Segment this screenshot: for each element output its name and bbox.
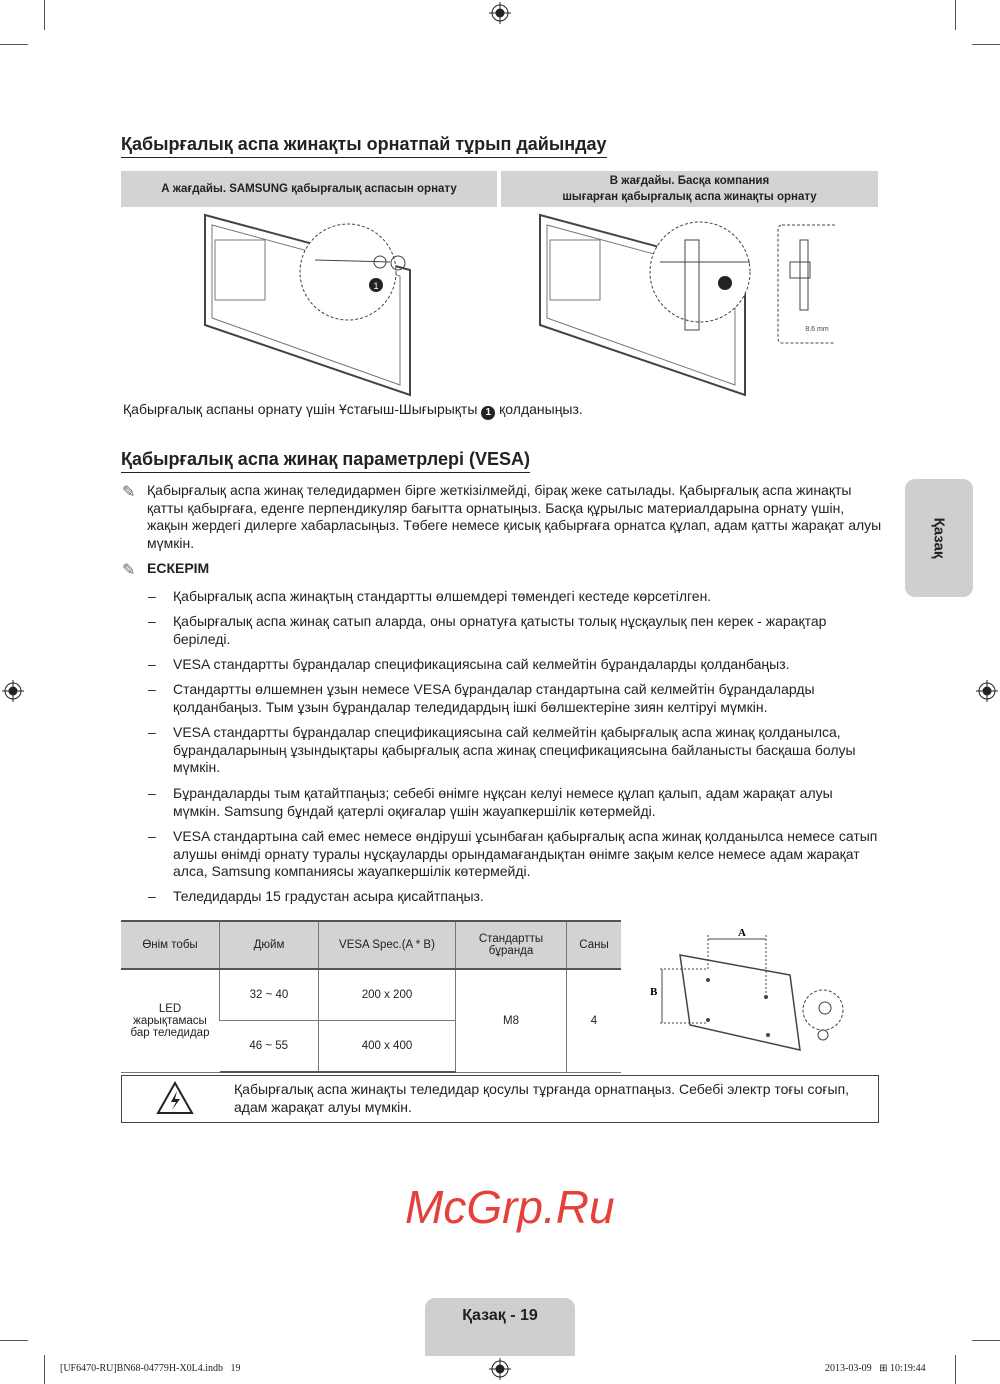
section-title-preparation: Қабырғалық аспа жинақты орнатпай тұрып дайындау bbox=[121, 134, 607, 158]
footer-date: 2013-03-09 ⊞ 10:19:44 bbox=[825, 1363, 926, 1374]
screw-cell: M8 bbox=[456, 969, 567, 1072]
footer-file: [UF6470-RU]BN68-04779H-X0L4.indb 19 bbox=[60, 1363, 241, 1374]
list-item: – VESA стандартына сай емес немесе өндіруші ұсынбаған қабырғалық аспа жинақ қолданылса немесе сатып алушы өнімді орнату туралы нұсқауларды орындамағандықтан өнімге зақым келсе немесе адам жарақат алса, Samsung компаниясы жауапкершілік көтермейді. bbox=[148, 828, 878, 879]
vesa-diagram bbox=[650, 925, 850, 1065]
registration-mark-icon bbox=[489, 2, 511, 24]
vesa-cell: 200 x 200 bbox=[319, 969, 456, 1021]
registration-mark-icon bbox=[489, 1358, 511, 1380]
crop-mark bbox=[955, 1355, 956, 1384]
crop-mark bbox=[44, 1355, 45, 1384]
watermark: McGrp.Ru bbox=[405, 1181, 615, 1233]
case-b-illustration bbox=[535, 210, 835, 400]
language-side-tab bbox=[905, 479, 973, 597]
crop-mark bbox=[0, 44, 28, 45]
case-b-header bbox=[501, 171, 878, 207]
crop-mark bbox=[972, 44, 1000, 45]
dimension-a-label: A bbox=[738, 927, 746, 939]
note-pencil-icon: ✎ bbox=[122, 562, 136, 579]
note-label: ЕСКЕРІМ bbox=[147, 560, 210, 576]
count-cell: 4 bbox=[567, 969, 622, 1072]
callout-number: 1 bbox=[373, 281, 379, 291]
side-tab-label: Қазақ bbox=[930, 517, 948, 559]
case-b-line2: шығарған қабырғалық аспа жинақты орнату bbox=[562, 191, 817, 203]
vesa-cell: 400 x 400 bbox=[319, 1021, 456, 1073]
caption-text: Қабырғалық аспаны орнату үшін Ұстағыш-Шығырықты bbox=[123, 401, 478, 417]
product-cell: LED жарықтамасы бар теледидар bbox=[121, 969, 220, 1072]
table-header-row bbox=[121, 921, 621, 969]
page-number: Қазақ - 19 bbox=[425, 1298, 575, 1356]
mounting-caption bbox=[123, 401, 583, 420]
crop-mark bbox=[955, 0, 956, 30]
list-item: – Қабырғалық аспа жинақтың стандартты өлшемдері төмендегі кестеде көрсетілген. bbox=[148, 588, 712, 604]
case-a-illustration bbox=[200, 210, 430, 400]
vesa-table bbox=[121, 920, 621, 1073]
crop-mark bbox=[44, 0, 45, 30]
vesa-intro: Қабырғалық аспа жинақ теледидармен бірге жеткізілмейді, бірақ жеке сатылады. Қабырғалық аспа жинақты қатты қабырғаға, еденге перпендикуляр бағытта орнатыңыз. Басқа құрылыс материалдарына орнату үшін, жақын жердегі дилерге хабарласыңыз. Төбеге немесе қисық қабырғаға орнатса құлап, адам қатты жарақат алуы мүмкін. bbox=[147, 482, 882, 551]
electric-shock-warning-icon bbox=[156, 1081, 194, 1115]
dimension-label: 8.6 mm bbox=[805, 326, 829, 333]
callout-1-icon: 1 bbox=[481, 406, 495, 420]
note-pencil-icon: ✎ bbox=[122, 484, 136, 501]
list-item: – VESA стандартты бұрандалар спецификациясына сай келмейтін қабырғалық аспа жинақ қолданылса, бұрандаларының ұзындықтары қабырғалық аспа жинақ спецификациясына байланысты басқаша болуы мүмкін. bbox=[148, 724, 856, 775]
col-header: Өнім тобы bbox=[121, 921, 220, 969]
table-row bbox=[121, 969, 621, 1021]
col-header: Саны bbox=[567, 921, 622, 969]
list-item: – VESA стандартты бұрандалар спецификациясына сай келмейтін бұрандаларды қолданбаңыз. bbox=[148, 656, 790, 672]
callout-1-icon bbox=[718, 276, 732, 290]
col-header: Стандартты бұранда bbox=[456, 921, 567, 969]
registration-mark-icon bbox=[976, 680, 998, 702]
dimension-b-label: B bbox=[650, 986, 658, 998]
case-a-header: А жағдайы. SAMSUNG қабырғалық аспасын орнату bbox=[121, 171, 497, 207]
warning-box bbox=[121, 1075, 879, 1123]
crop-mark bbox=[972, 1340, 1000, 1341]
caption-text: қолданыңыз. bbox=[499, 401, 583, 417]
section-title-vesa: Қабырғалық аспа жинақ параметрлері (VESA) bbox=[121, 449, 530, 473]
list-item: – Қабырғалық аспа жинақ сатып аларда, оны орнатуға қатысты толық нұсқаулық пен керек - жарақтар беріледі. bbox=[148, 613, 827, 647]
col-header: Дюйм bbox=[220, 921, 319, 969]
crop-mark bbox=[0, 1340, 28, 1341]
list-item: – Бұрандаларды тым қатайтпаңыз; себебі өнімге нұқсан келуі немесе құлап қалып, адам жарақат алуы мүмкін. Samsung бұндай қатерлі оқиғалар үшін жауапкершілік көтермейді. bbox=[148, 785, 833, 819]
case-b-line1: В жағдайы. Басқа компания bbox=[609, 175, 770, 187]
list-item: – Теледидарды 15 градустан асыра қисайтпаңыз. bbox=[148, 888, 484, 904]
registration-mark-icon bbox=[2, 680, 24, 702]
inch-cell: 46 ~ 55 bbox=[220, 1021, 319, 1073]
inch-cell: 32 ~ 40 bbox=[220, 969, 319, 1021]
warning-text: Қабырғалық аспа жинақты теледидар қосулы тұрғанда орнатпаңыз. Себебі электр тоғы соғып, адам жарақат алуы мүмкін. bbox=[234, 1081, 850, 1115]
col-header: VESA Spec.(A * B) bbox=[319, 921, 456, 969]
list-item: – Стандартты өлшемнен ұзын немесе VESA бұрандалар стандартына сай келмейтін бұрандаларды қолданбаңыз. Тым ұзын бұрандалар теледидардың ішкі бөлшектеріне зиян келтіруі мүмкін. bbox=[148, 681, 815, 715]
